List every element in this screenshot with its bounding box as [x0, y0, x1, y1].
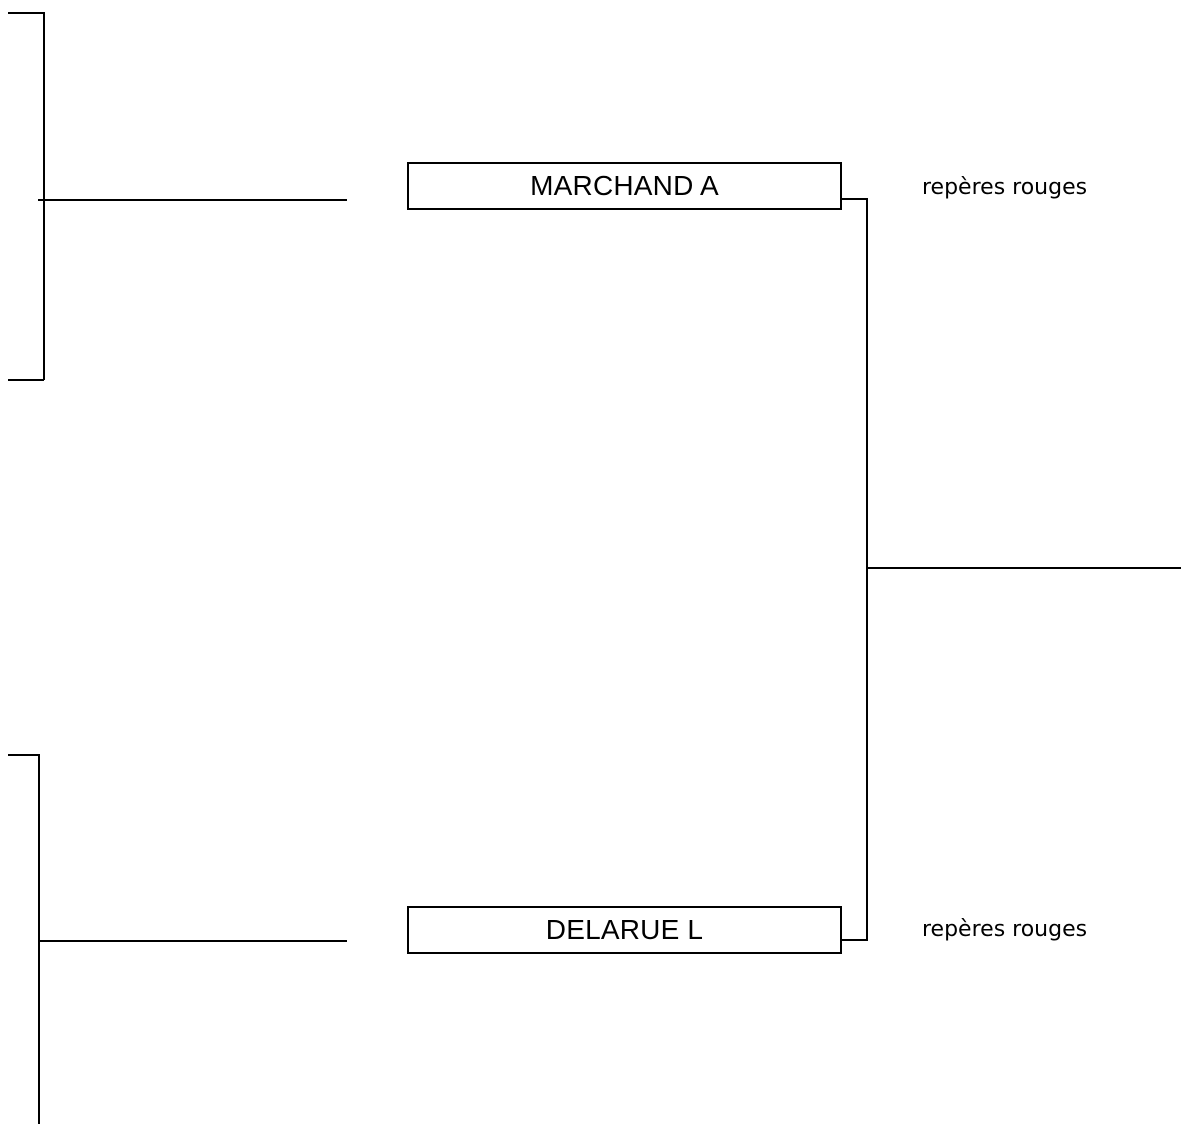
right-bracket-vertical [866, 198, 868, 941]
note-lower: repères rouges [922, 917, 1088, 942]
player-box-marchand: MARCHAND A [407, 162, 842, 210]
right-bracket-bottom-arm [842, 939, 868, 941]
upper-feeder-bottom-tick [8, 379, 44, 381]
upper-feeder-connector [38, 199, 347, 201]
upper-feeder-vertical [43, 12, 45, 380]
player-box-delarue: DELARUE L [407, 906, 842, 954]
lower-feeder-vertical [38, 754, 40, 1124]
right-bracket-top-arm [842, 198, 868, 200]
upper-feeder-top-tick [8, 12, 44, 14]
note-upper: repères rouges [922, 175, 1088, 200]
lower-feeder-connector [38, 940, 347, 942]
right-bracket-output [866, 567, 1181, 569]
lower-feeder-top-tick [8, 754, 39, 756]
